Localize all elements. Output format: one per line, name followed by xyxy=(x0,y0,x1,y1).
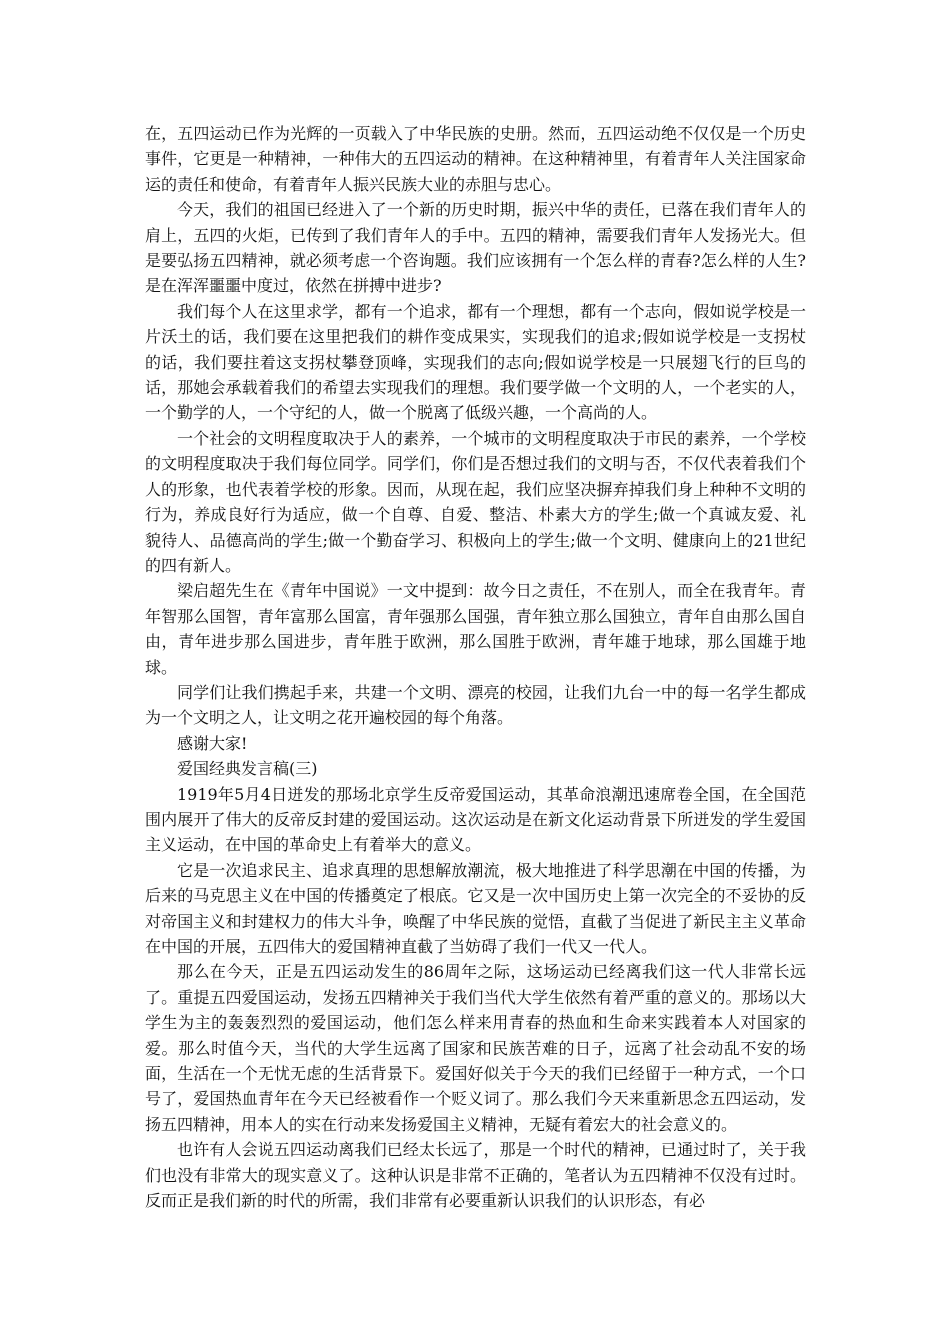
section-heading: 爱国经典发言稿(三) xyxy=(177,759,318,779)
document-page xyxy=(145,121,806,1213)
paragraph: 在，五四运动已作为光辉的一页载入了中华民族的史册。然而，五四运动绝不仅仅是一个历史事件，它更是一种精神，一种伟大的五四运动的精神。在这种精神里，有着青年人关注国家命运的责任和使命，有着青年人振兴民族大业的赤胆与忠心。 xyxy=(145,124,806,194)
paragraph: 一个社会的文明程度取决于人的素养，一个城市的文明程度取决于市民的素养，一个学校的文明程度取决于我们每位同学。同学们，你们是否想过我们的文明与否，不仅代表着我们个人的形象，也代表着学校的形象。因而，从现在起，我们应坚决摒弃掉我们身上种种不文明的行为，养成良好行为适应，做一个自尊、自爱、整洁、朴素大方的学生;做一个真诚友爱、礼貌待人、品德高尚的学生;做一个勤奋学习、积极向上的学生;做一个文明、健康向上的21世纪的四有新人。 xyxy=(145,428,806,575)
paragraph: 1919年5月4日迸发的那场北京学生反帝爱国运动，其革命浪潮迅速席卷全国，在全国范围内展开了伟大的反帝反封建的爱国运动。这次运动是在新文化运动背景下所迸发的学生爱国主义运动，在中国的革命史上有着举大的意义。 xyxy=(145,784,806,855)
paragraph: 它是一次追求民主、追求真理的思想解放潮流，极大地推进了科学思潮在中国的传播，为后来的马克思主义在中国的传播奠定了根底。它又是一次中国历史上第一次完全的不妥协的反对帝国主义和封建权力的伟大斗争，唤醒了中华民族的觉悟，直截了当促进了新民主主义革命在中国的开展，五四伟大的爱国精神直截了当妨碍了我们一代又一代人。 xyxy=(145,860,806,956)
paragraph: 同学们让我们携起手来，共建一个文明、漂亮的校园，让我们九台一中的每一名学生都成为一个文明之人，让文明之花开遍校园的每个角落。 xyxy=(145,682,806,728)
paragraph: 也许有人会说五四运动离我们已经太长远了，那是一个时代的精神，已通过时了，关于我们也没有非常大的现实意义了。这种认识是非常不正确的，笔者认为五四精神不仅没有过时。反而正是我们新的时代的所需，我们非常有必要重新认识我们的认识形态，有必 xyxy=(145,1140,806,1211)
paragraph: 今天，我们的祖国已经进入了一个新的历史时期，振兴中华的责任，已落在我们青年人的肩上，五四的火炬，已传到了我们青年人的手中。五四的精神，需要我们青年人发扬光大。但是要弘扬五四精神，就必须考虑一个咨询题。我们应该拥有一个怎么样的青春?怎么样的人生?是在浑浑噩噩中度过，依然在拼搏中进步? xyxy=(145,200,806,296)
paragraph: 我们每个人在这里求学，都有一个追求，都有一个理想，都有一个志向，假如说学校是一片沃土的话，我们要在这里把我们的耕作变成果实，实现我们的追求;假如说学校是一支拐杖的话，我们要拄着这支拐杖攀登顶峰，实现我们的志向;假如说学校是一只展翅飞行的巨鸟的话，那她会承载着我们的希望去实现我们的理想。我们要学做一个文明的人，一个老实的人，一个勤学的人，一个守纪的人，做一个脱离了低级兴趣，一个高尚的人。 xyxy=(145,301,806,423)
paragraph: 那么在今天，正是五四运动发生的86周年之际，这场运动已经离我们这一代人非常长远了。重提五四爱国运动，发扬五四精神关于我们当代大学生依然有着严重的意义的。那场以大学生为主的轰轰烈烈的爱国运动，他们怎么样来用青春的热血和生命来实践着本人对国家的爱。那么时值今天，当代的大学生远离了国家和民族苦难的日子，远离了社会动乱不安的场面，生活在一个无忧无虑的生活背景下。爱国好似关于今天的我们已经留于一种方式，一个口号了，爱国热血青年在今天已经被看作一个贬义词了。那么我们今天来重新思念五四运动，发扬五四精神，用本人的实在行动来发扬爱国主义精神，无疑有着宏大的社会意义的。 xyxy=(145,962,806,1134)
paragraph: 梁启超先生在《青年中国说》一文中提到：故今日之责任，不在别人，而全在我青年。青年智那么国智，青年富那么国富，青年强那么国强，青年独立那么国独立，青年自由那么国自由，青年进步那么国进步，青年胜于欧洲，那么国胜于欧洲，青年雄于地球，那么国雄于地球。 xyxy=(145,581,806,677)
paragraph: 感谢大家! xyxy=(177,733,248,753)
